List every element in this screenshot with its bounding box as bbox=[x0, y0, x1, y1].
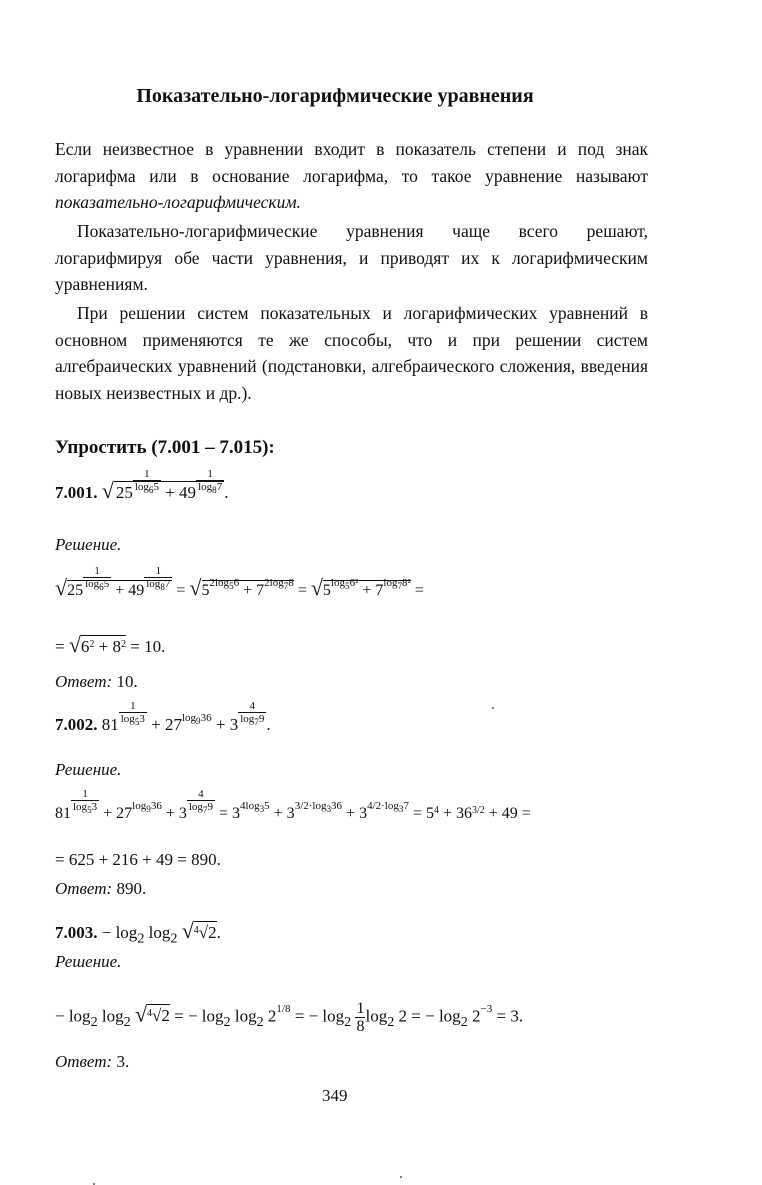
answer-7002: Ответ: 890. bbox=[55, 879, 147, 898]
problem-number: 7.003. bbox=[55, 923, 98, 942]
solution-label: Решение. bbox=[55, 952, 122, 971]
solution-7001-line2: = $√6^2 + 8^2 = 10$. bbox=[55, 632, 166, 657]
intro-paragraph-1: Если неизвестное в уравнении входит в показатель степени и под знак логарифма или в основание логарифма, то такое уравнение называют показательно-логарифмическим. bbox=[55, 139, 648, 212]
solution-label: Решение. bbox=[55, 760, 122, 779]
solution-7003-line1: − $\log_2 \log_2 √^4√2$ = − $\log_2 \log_2 2^{1/8}$ = − $\log_2$ $\frac{1}{8}$ $\log_2 2$ = − $\log_2 2^{-3} = 3$. bbox=[55, 1000, 524, 1035]
section-heading: Упростить (7.001 – 7.015): bbox=[55, 437, 275, 458]
solution-7002-line2: = 625 + 216 + 49 = 890. bbox=[55, 850, 221, 869]
answer-7003: Ответ: 3. bbox=[55, 1052, 130, 1071]
page-number: 349 bbox=[322, 1086, 348, 1105]
problem-7001: 7.001. √ 25 $\frac{1}{\log_65}$ + 49 $\frac{1}{\log_87}$ . bbox=[55, 468, 229, 503]
solution-7002-line1: 81 $\frac{1}{\log_53}$ + $27^{log_936} + 3$ $\frac{4}{\log_79}$ = $3^{4log_35} + 3^{3/2\cdot log_336} + 3^{4/2\cdot log_37} = 5^4 + 36^{3/2} + 49$ = bbox=[55, 788, 531, 822]
problem-7003: 7.003. − $\log_2 \log_2 √^4√2$. bbox=[55, 918, 221, 947]
solution-7001-line1: √25 $\frac{1}{\log_65}$ + 49 $\frac{1}{\log_87}$ = $√5^{2log_56} + 7^{2log_78} = √5^{log_56^2} + 7^{log_78^2}$ = bbox=[55, 565, 424, 600]
speck bbox=[492, 707, 494, 709]
intro-paragraph-3: При решении систем показательных и логарифмических уравнений в основном применяются те же способы, что и при решении систем алгебраических уравнений (подстановки, алгебраического сложения, введения новых неизвестных и др.). bbox=[55, 303, 648, 403]
speck bbox=[400, 1176, 402, 1178]
problem-number: 7.002. bbox=[55, 715, 98, 734]
problem-number: 7.001. bbox=[55, 483, 98, 502]
problem-7002: 7.002. 81 $\frac{1}{\log_53}$ + $27^{log_936} + 3$ $\frac{4}{\log_79}$ . bbox=[55, 700, 271, 734]
answer-7001: Ответ: 10. bbox=[55, 672, 138, 691]
page-title: Показательно-логарифмические уравнения bbox=[136, 85, 534, 107]
solution-label: Решение. bbox=[55, 535, 122, 554]
intro-paragraph-2: Показательно-логарифмические уравнения чаще всего решают, логарифмируя обе части уравнения, и приводят их к логарифмическим уравнениям. bbox=[55, 221, 648, 294]
